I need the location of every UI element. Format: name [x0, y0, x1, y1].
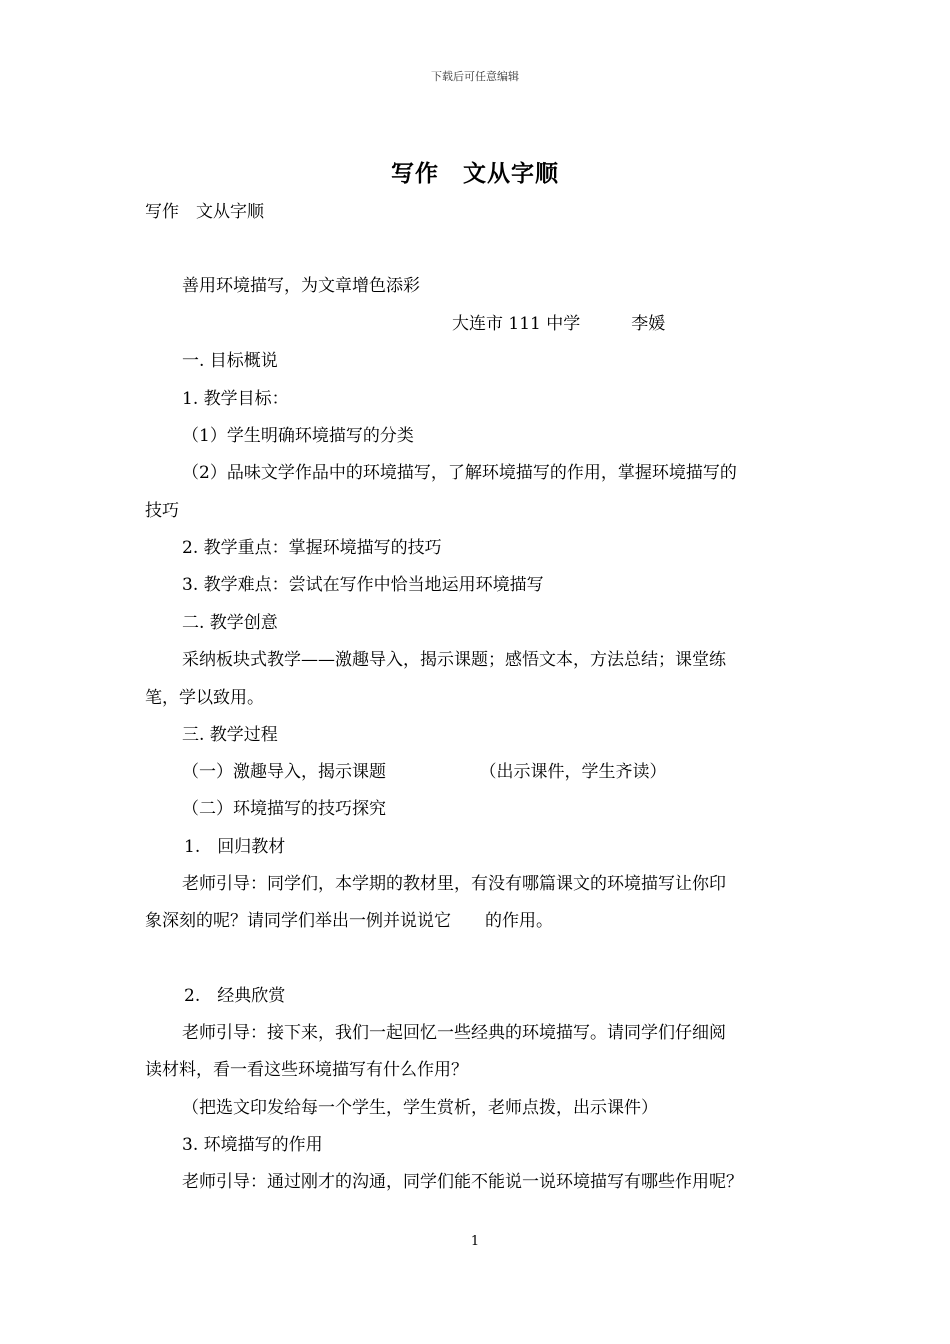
creative-paragraph-line-2: 笔，学以致用。: [145, 688, 264, 708]
goal-item-2-line-2: 技巧: [145, 501, 179, 521]
teaching-goal-heading: 1. 教学目标：: [182, 389, 289, 409]
teacher-guide-2-line-2: 读材料，看一看这些环境描写有什么作用？: [145, 1060, 468, 1080]
teacher-guide-3-line-1: 老师引导：通过刚才的沟通，同学们能不能说一说环境描写有哪些作用呢？: [182, 1172, 743, 1192]
header-note: 下载后可任意编辑: [431, 70, 519, 83]
substep-function: 3. 环境描写的作用: [182, 1135, 323, 1155]
teaching-focus: 2. 教学重点：掌握环境描写的技巧: [182, 538, 442, 558]
page-number: 1: [470, 1234, 480, 1249]
teacher-guide-2-line-1: 老师引导：接下来，我们一起回忆一些经典的环境描写。请同学们仔细阅: [182, 1023, 726, 1043]
process-step-1: （一）激趣导入，揭示课题 （出示课件，学生齐读）: [182, 762, 667, 782]
teacher-guide-1-line-2: 象深刻的呢？请同学们举出一例并说说它 的作用。: [145, 911, 553, 931]
subtitle: 写作 文从字顺: [145, 202, 264, 222]
section-heading-3: 三. 教学过程: [182, 725, 278, 745]
goal-item-1: （1）学生明确环境描写的分类: [182, 426, 414, 446]
section-heading-1: 一. 目标概说: [182, 351, 278, 371]
section-heading-2: 二. 教学创意: [182, 613, 278, 633]
creative-paragraph-line-1: 采纳板块式教学——激趣导入，揭示课题；感悟文本，方法总结；课堂练: [182, 650, 726, 670]
substep-return-to-textbook: 1. 回归教材: [184, 837, 286, 857]
author-line: 大连市 111 中学 李媛: [452, 314, 666, 334]
goal-item-2-line-1: （2）品味文学作品中的环境描写，了解环境描写的作用，掌握环境描写的: [182, 463, 737, 483]
lesson-title: 善用环境描写，为文章增色添彩: [182, 276, 420, 296]
activity-note: （把选文印发给每一个学生，学生赏析，老师点拨，出示课件）: [182, 1098, 658, 1118]
document-title: 写作 文从字顺: [391, 160, 559, 187]
teaching-difficulty: 3. 教学难点：尝试在写作中恰当地运用环境描写: [182, 575, 544, 595]
process-step-2: （二）环境描写的技巧探究: [182, 799, 386, 819]
teacher-guide-1-line-1: 老师引导：同学们，本学期的教材里，有没有哪篇课文的环境描写让你印: [182, 874, 726, 894]
substep-classic-appreciation: 2. 经典欣赏: [184, 986, 286, 1006]
